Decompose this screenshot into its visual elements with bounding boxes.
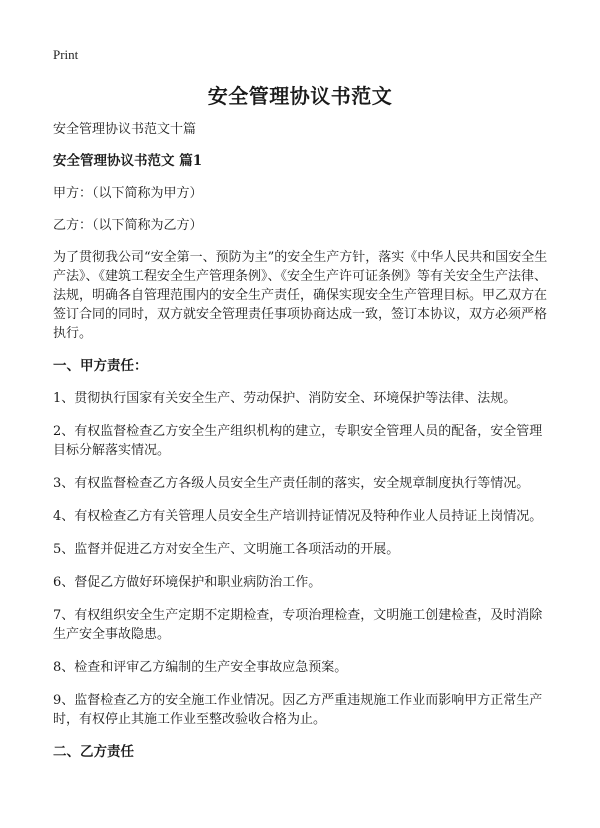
section-b-heading: 二、乙方责任 (53, 744, 134, 760)
list-item: 9、监督检查乙方的安全施工作业情况。因乙方严重违规施工作业而影响甲方正常生产时，有权停止其施工作业至整改验收合格为止。 (53, 693, 543, 727)
list-item: 1、贯彻执行国家有关安全生产、劳动保护、消防安全、环境保护等法律、法规。 (53, 391, 517, 406)
section-a-heading: 一、甲方责任： (53, 358, 148, 374)
party-b-line: 乙方：（以下简称为乙方） (53, 218, 203, 233)
list-item: 3、有权监督检查乙方各级人员安全生产责任制的落实，安全规章制度执行等情况。 (53, 476, 530, 491)
party-a-line: 甲方：（以下简称为甲方） (53, 186, 203, 201)
list-item: 2、有权监督检查乙方安全生产组织机构的建立，专职安全管理人员的配备，安全管理目标分解落实情况。 (53, 424, 543, 458)
print-link[interactable]: Print (53, 47, 79, 62)
intro-paragraph: 为了贯彻我公司“安全第一、预防为主”的安全生产方针，落实《中华人民共和国安全生产法》、《建筑工程安全生产管理条例》、《安全生产许可证条例》等有关安全生产法律、法规，明确各自管理范围内的安全生产责任，确保实现安全生产管理目标。甲乙双方在签订合同的同时，双方就安全管理责任事项协商达成一致，签订本协议，双方必须严格执行。 (53, 250, 548, 341)
page-title: 安全管理协议书范文 (207, 84, 393, 108)
list-item: 8、检查和评审乙方编制的生产安全事故应急预案。 (53, 660, 348, 675)
article-heading: 安全管理协议书范文 篇1 (53, 153, 203, 169)
list-item: 5、监督并促进乙方对安全生产、文明施工各项活动的开展。 (53, 542, 400, 557)
list-item: 7、有权组织安全生产定期不定期检查，专项治理检查，文明施工创建检查，及时消除生产安全事故隐患。 (53, 608, 543, 642)
document-subtitle: 安全管理协议书范文十篇 (53, 122, 197, 137)
list-item: 4、有权检查乙方有关管理人员安全生产培训持证情况及特种作业人员持证上岗情况。 (53, 509, 543, 524)
document-body (53, 120, 550, 775)
list-item: 6、督促乙方做好环境保护和职业病防治工作。 (53, 575, 322, 590)
